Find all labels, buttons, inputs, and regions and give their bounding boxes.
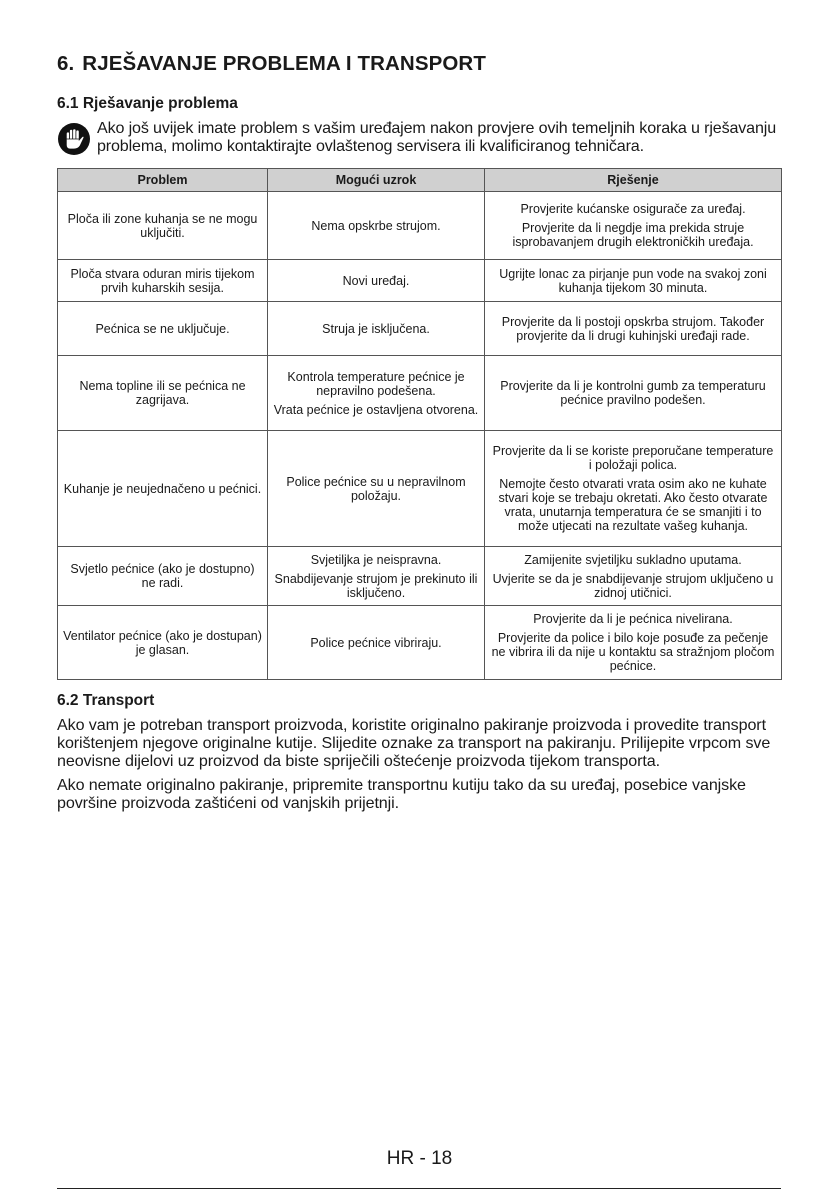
solution-cell <box>485 302 782 356</box>
warning-notice <box>57 119 781 156</box>
transport-paragraph: Ako nemate originalno pakiranje, pripremite transportnu kutiju tako da su uređaj, posebice vanjske površine proizvoda zaštićeni od vanjskih prijetnji. <box>57 776 746 812</box>
solution-cell <box>485 431 782 547</box>
cause-cell <box>268 606 485 680</box>
solution-text: Provjerite da li negdje ima prekida struje isprobavanjem drugih elektroničkih uređaja. <box>512 221 754 249</box>
table-row <box>58 431 782 547</box>
cause-text: Svjetiljka je neispravna. <box>310 552 442 567</box>
problem-text: Ventilator pećnice (ako je dostupan) je glasan. <box>63 628 262 657</box>
cause-cell <box>268 356 485 431</box>
cause-text: Snabdijevanje strujom je prekinuto ili isključeno. <box>274 571 478 600</box>
solution-cell <box>485 260 782 302</box>
solution-cell <box>485 356 782 431</box>
header-cause: Mogući uzrok <box>268 169 485 192</box>
header-problem: Problem <box>58 169 268 192</box>
solution-text: Provjerite kućanske osigurače za uređaj. <box>520 202 746 216</box>
transport-heading: 6.2 Transport <box>57 692 155 709</box>
problem-text: Kuhanje je neujednačeno u pećnici. <box>63 481 262 496</box>
section-number: 6. <box>57 52 75 75</box>
footer-divider <box>57 1188 781 1189</box>
solution-cell <box>485 606 782 680</box>
problem-cell <box>58 302 268 356</box>
problem-cell <box>58 260 268 302</box>
problem-text: Svjetlo pećnice (ako je dostupno) ne radi. <box>70 562 255 590</box>
table-row <box>58 302 782 356</box>
troubleshooting-heading: 6.1 Rješavanje problema <box>57 95 238 112</box>
problem-text: Ploča stvara oduran miris tijekom prvih kuharskih sesija. <box>70 266 255 295</box>
solution-text: Provjerite da police i bilo koje posuđe za pečenje ne vibrira ili da nije u kontaktu sa stražnjom pločom pećnice. <box>491 631 775 673</box>
cause-cell <box>268 547 485 606</box>
page-number: HR - 18 <box>386 1148 453 1169</box>
solution-text: Ugrijte lonac za pirjanje pun vode na svakoj zoni kuhanja tijekom 30 minuta. <box>499 266 767 295</box>
problem-cell <box>58 606 268 680</box>
hand-stop-icon <box>57 122 91 156</box>
transport-paragraph: Ako vam je potreban transport proizvoda, koristite originalno pakiranje proizvoda i provedite transport korištenjem njegove originalne kutije. Slijedite oznake za transport na pakiranju. Prilijepite vrpcom sve neovisne dijelovi uz proizvod da biste spriječili oštećenje proizvoda tijekom transporta. <box>57 716 771 770</box>
table-row <box>58 606 782 680</box>
solution-text: Provjerite da li je pećnica nivelirana. <box>533 612 733 626</box>
cause-text: Police pećnice vibriraju. <box>310 635 442 650</box>
solution-text: Provjerite da li je kontrolni gumb za temperaturu pećnice pravilno podešen. <box>500 379 766 407</box>
section-title-text: RJEŠAVANJE PROBLEMA I TRANSPORT <box>82 52 486 75</box>
solution-cell <box>485 192 782 260</box>
cause-cell <box>268 302 485 356</box>
table-row <box>58 356 782 431</box>
table-row <box>58 192 782 260</box>
troubleshooting-table <box>57 168 782 680</box>
problem-text: Nema topline ili se pećnica ne zagrijava. <box>79 379 246 407</box>
problem-cell <box>58 547 268 606</box>
page-content <box>57 52 781 812</box>
table-header-row <box>58 169 782 192</box>
cause-text: Kontrola temperature pećnice je nepravilno podešena. <box>287 369 465 398</box>
table-row <box>58 547 782 606</box>
solution-text: Nemojte često otvarati vrata osim ako ne kuhate stvari koje se trebaju okretati. Ako često otvarate vrata, unutarnja temperatura će se smanjiti i to može utjecati na rezultate vašeg kuhanja. <box>498 477 768 533</box>
solution-cell <box>485 547 782 606</box>
problem-text: Pećnica se ne uključuje. <box>95 321 230 336</box>
cause-text: Struja je isključena. <box>322 321 430 336</box>
cause-text: Police pećnice su u nepravilnom položaju. <box>286 474 466 503</box>
section-title <box>57 52 781 76</box>
cause-cell <box>268 260 485 302</box>
table-row <box>58 260 782 302</box>
cause-cell <box>268 431 485 547</box>
cause-text: Novi uređaj. <box>342 273 410 288</box>
problem-text: Ploča ili zone kuhanja se ne mogu uključiti. <box>67 211 258 240</box>
cause-cell <box>268 192 485 260</box>
notice-text: Ako još uvijek imate problem s vašim uređajem nakon provjere ovih temeljnih koraka u rješavanju problema, molimo kontaktirajte ovlaštenog servisera ili kvalificiranog tehničara. <box>97 119 776 155</box>
problem-cell <box>58 356 268 431</box>
header-solution: Rješenje <box>485 169 782 192</box>
problem-cell <box>58 431 268 547</box>
cause-text: Nema opskrbe strujom. <box>311 218 441 233</box>
solution-text: Provjerite da li postoji opskrba strujom. Također provjerite da li drugi kuhinjski uređaji rade. <box>501 314 765 343</box>
solution-text: Provjerite da li se koriste preporučane temperature i položaji polica. <box>492 444 774 472</box>
problem-cell <box>58 192 268 260</box>
solution-text: Uvjerite se da je snabdijevanje strujom uključeno u zidnoj utičnici. <box>492 571 774 600</box>
solution-text: Zamijenite svjetiljku sukladno uputama. <box>524 552 742 567</box>
cause-text: Vrata pećnice je ostavljena otvorena. <box>273 402 479 417</box>
